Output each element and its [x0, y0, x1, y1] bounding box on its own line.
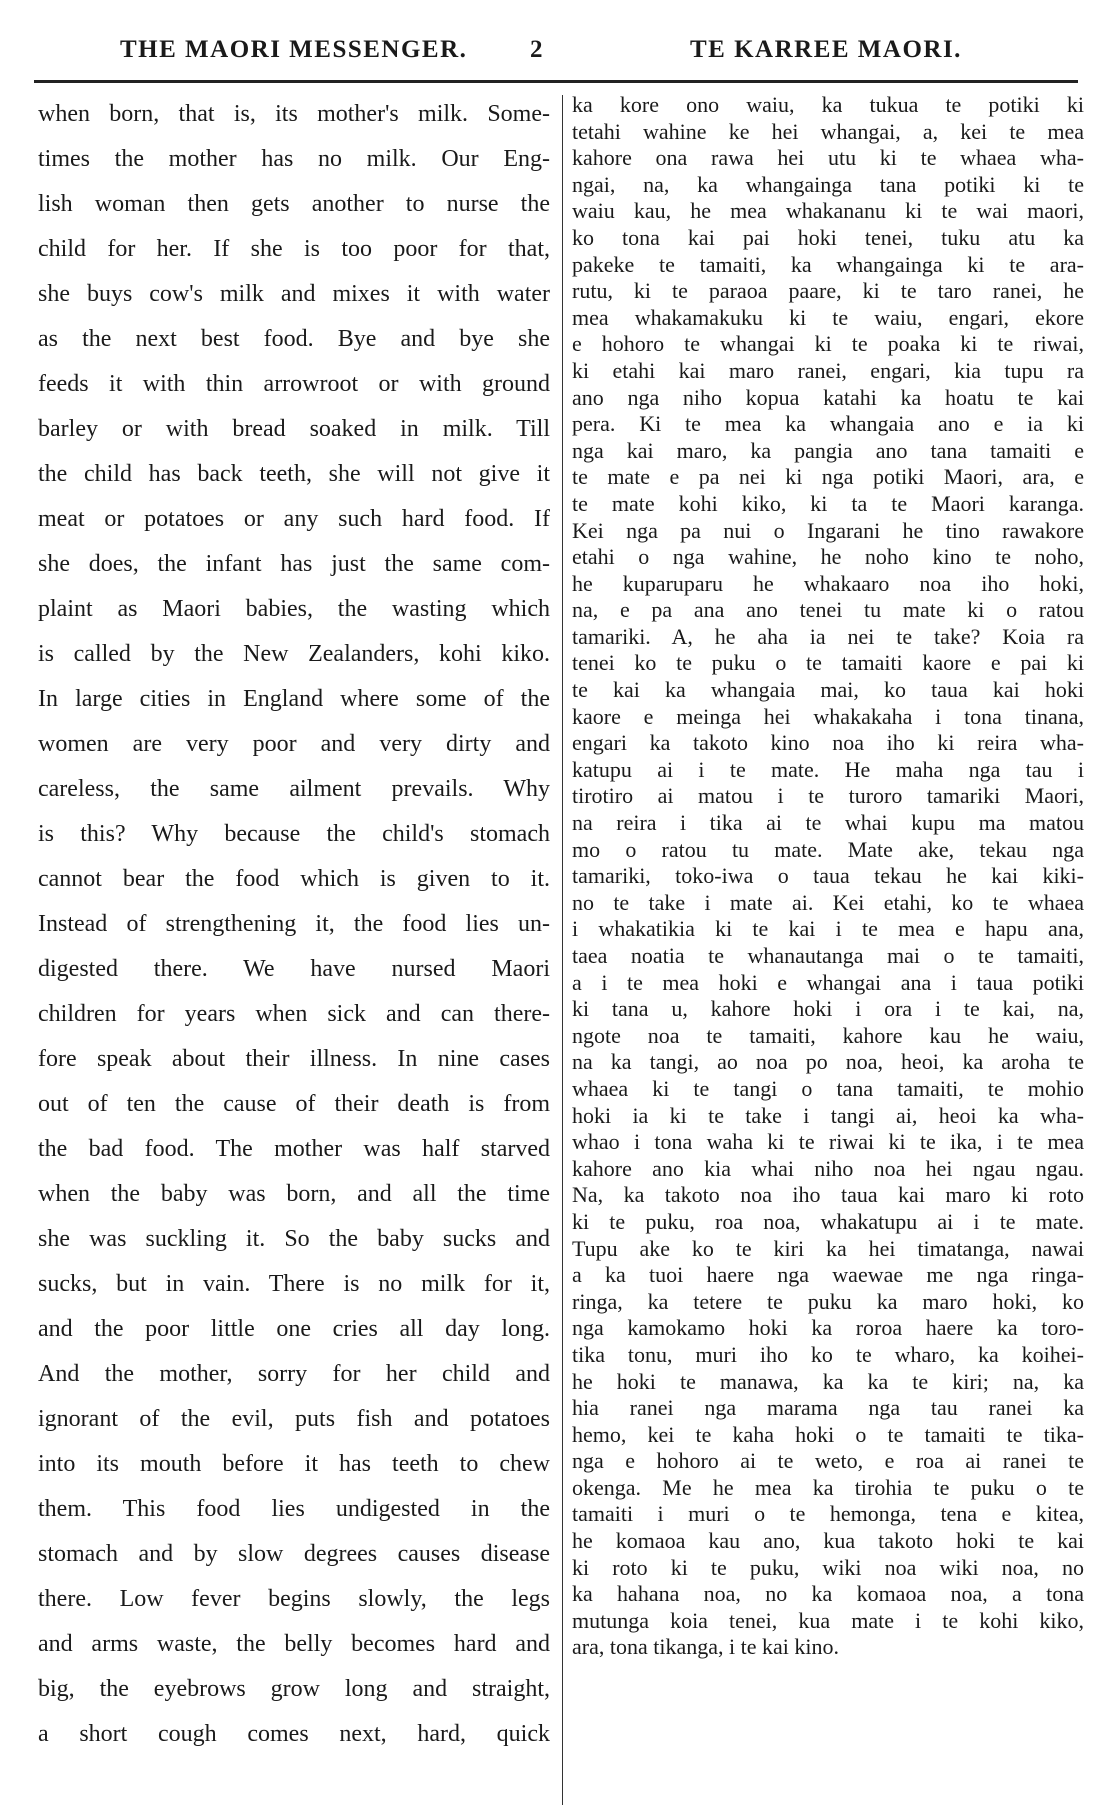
maori-column [572, 92, 1084, 1661]
maori-text-line: tika tonu, muri iho ko te wharo, ka koihei- [572, 1341, 1084, 1367]
english-text-line: out of ten the cause of their death is from [38, 1091, 550, 1117]
maori-text-line: hia ranei nga marama nga tau ranei ka [572, 1395, 1084, 1421]
maori-text-line: tamaiti i muri o te hemonga, tena e kitea, [572, 1501, 1084, 1527]
english-text-line: when born, that is, its mother's milk. Some- [38, 101, 550, 127]
maori-text-line: waiu kau, he mea whakananu ki te wai maori, [572, 198, 1084, 224]
page-number: 2 [530, 36, 544, 63]
english-text-line: she was suckling it. So the baby sucks and [38, 1226, 550, 1252]
maori-text-line: ka kore ono waiu, ka tukua te potiki ki [572, 92, 1084, 117]
english-text-line: times the mother has no milk. Our Eng- [38, 146, 550, 172]
english-text-line: big, the eyebrows grow long and straight, [38, 1676, 550, 1702]
maori-text-line: taea noatia te whanautanga mai o te tamaiti, [572, 943, 1084, 968]
maori-text-line: Na, ka takoto noa iho taua kai maro ki roto [572, 1182, 1084, 1208]
maori-text-line: tetahi wahine ke hei whangai, a, kei te mea [572, 118, 1084, 144]
maori-text-line: ki etahi kai maro ranei, engari, kia tupu ra [572, 357, 1084, 383]
english-text-line: barley or with bread soaked in milk. Till [38, 416, 550, 442]
english-text-line: child for her. If she is too poor for that, [38, 236, 550, 262]
column-divider [562, 95, 563, 1805]
maori-text-line: kaore e meinga hei whakakaha i tona tinana, [572, 703, 1084, 729]
maori-text-line: katupu ai i te mate. He maha nga tau i [572, 756, 1084, 782]
english-text-line: careless, the same ailment prevails. Why [38, 776, 550, 802]
english-text-line: she buys cow's milk and mixes it with water [38, 281, 550, 307]
english-text-line: digested there. We have nursed Maori [38, 956, 550, 982]
maori-text-line: ngote noa te tamaiti, kahore kau he waiu, [572, 1022, 1084, 1048]
english-text-line: children for years when sick and can there- [38, 1001, 550, 1027]
english-text-line: and arms waste, the belly becomes hard and [38, 1631, 550, 1657]
maori-text-line: e hohoro te whangai ki te poaka ki te riwai, [572, 331, 1084, 357]
english-text-line: a short cough comes next, hard, quick [38, 1721, 550, 1747]
english-text-line: meat or potatoes or any such hard food. If [38, 506, 550, 532]
maori-text-line: Tupu ake ko te kiri ka hei timatanga, nawai [572, 1235, 1084, 1261]
english-text-line: is this? Why because the child's stomach [38, 821, 550, 847]
english-text-line: and the poor little one cries all day long. [38, 1316, 550, 1342]
maori-text-line: mea whakamakuku ki te waiu, engari, ekore [572, 304, 1084, 330]
maori-text-line: no te take i mate ai. Kei etahi, ko te whaea [572, 889, 1084, 915]
english-text-line: sucks, but in vain. There is no milk for it, [38, 1271, 550, 1297]
maori-title: TE KARREE MAORI. [690, 36, 962, 63]
maori-text-line: ara, tona tikanga, i te kai kino. [572, 1634, 839, 1660]
english-text-line: the child has back teeth, she will not give it [38, 461, 550, 487]
english-text-line: lish woman then gets another to nurse the [38, 191, 550, 217]
maori-text-line: nga kamokamo hoki ka roroa haere ka toro- [572, 1315, 1084, 1341]
maori-text-line: etahi o nga wahine, he noho kino te noho, [572, 544, 1084, 570]
english-title: THE MAORI MESSENGER. [120, 36, 468, 63]
maori-text-line: hemo, kei te kaha hoki o te tamaiti te tika- [572, 1421, 1084, 1447]
maori-text-line: kahore ano kia whai niho noa hei ngau ngau. [572, 1155, 1084, 1181]
english-text-line: the bad food. The mother was half starved [38, 1136, 550, 1162]
english-text-line: cannot bear the food which is given to it. [38, 866, 550, 892]
maori-text-line: Kei nga pa nui o Ingarani he tino rawakore [572, 517, 1084, 543]
maori-text-line: okenga. Me he mea ka tirohia te puku o te [572, 1474, 1084, 1500]
english-column [38, 92, 550, 1757]
maori-text-line: ki roto ki te puku, wiki noa wiki noa, no [572, 1554, 1084, 1580]
maori-text-line: te kai ka whangaia mai, ko taua kai hoki [572, 677, 1084, 703]
english-text-line: into its mouth before it has teeth to chew [38, 1451, 550, 1477]
maori-text-line: a i te mea hoki e whangai ana i taua potiki [572, 969, 1084, 995]
page-header [0, 22, 1114, 62]
maori-text-line: mo o ratou tu mate. Mate ake, tekau nga [572, 836, 1084, 862]
maori-text-line: whaea ki te tangi o tana tamaiti, te mohio [572, 1075, 1084, 1101]
english-text-line: them. This food lies undigested in the [38, 1496, 550, 1522]
english-text-line: she does, the infant has just the same com- [38, 551, 550, 577]
english-text-line: when the baby was born, and all the time [38, 1181, 550, 1207]
maori-text-line: na ka tangi, ao noa po noa, heoi, ka aroha te [572, 1049, 1084, 1075]
maori-text-line: tirotiro ai matou i te turoro tamariki Maori, [572, 783, 1084, 809]
english-text-line: fore speak about their illness. In nine cases [38, 1046, 550, 1072]
maori-text-line: pera. Ki te mea ka whangaia ano e ia ki [572, 411, 1084, 437]
english-text-line: women are very poor and very dirty and [38, 731, 550, 757]
maori-text-line: tamariki, toko-iwa o taua tekau he kai kiki- [572, 863, 1084, 889]
maori-text-line: kahore ona rawa hei utu ki te whaea wha- [572, 145, 1084, 171]
maori-text-line: nga kai maro, ka pangia ano tana tamaiti e [572, 437, 1084, 463]
maori-text-line: tamariki. A, he aha ia nei te take? Koia ra [572, 623, 1084, 649]
maori-text-line: ki tana u, kahore hoki i ora i te kai, na, [572, 996, 1084, 1022]
english-text-line: feeds it with thin arrowroot or with ground [38, 371, 550, 397]
english-text-line: is called by the New Zealanders, kohi kiko. [38, 641, 550, 667]
maori-text-line: rutu, ki te paraoa paare, ki te taro ranei, he [572, 278, 1084, 304]
english-text-line: ignorant of the evil, puts fish and potatoes [38, 1406, 550, 1432]
maori-text-line: a ka tuoi haere nga waewae me nga ringa- [572, 1262, 1084, 1288]
maori-text-line: nga e hohoro ai te weto, e roa ai ranei te [572, 1448, 1084, 1474]
maori-text-line: na, e pa ana ano tenei tu mate ki o ratou [572, 597, 1084, 623]
maori-text-line: i whakatikia ki te kai i te mea e hapu ana, [572, 916, 1084, 942]
maori-text-line: ko tona kai pai hoki tenei, tuku atu ka [572, 224, 1084, 250]
english-text-line: Instead of strengthening it, the food lies un- [38, 911, 550, 937]
maori-text-line: ka hahana noa, no ka komaoa noa, a tona [572, 1581, 1084, 1607]
english-text-line: stomach and by slow degrees causes disease [38, 1541, 550, 1567]
maori-text-line: he kuparuparu he whakaaro noa iho hoki, [572, 570, 1084, 596]
maori-text-line: engari ka takoto kino noa iho ki reira wha- [572, 730, 1084, 756]
maori-text-line: he hoki te manawa, ka ka te kiri; na, ka [572, 1368, 1084, 1394]
maori-text-line: ano nga niho kopua katahi ka hoatu te kai [572, 384, 1084, 410]
maori-text-line: te mate kohi kiko, ki ta te Maori karanga. [572, 490, 1084, 516]
maori-text-line: na reira i tika ai te whai kupu ma matou [572, 810, 1084, 836]
maori-text-line: ringa, ka tetere te puku ka maro hoki, ko [572, 1288, 1084, 1314]
english-text-line: And the mother, sorry for her child and [38, 1361, 550, 1387]
maori-text-line: ngai, na, ka whangainga tana potiki ki te [572, 171, 1084, 197]
english-text-line: there. Low fever begins slowly, the legs [38, 1586, 550, 1612]
maori-text-line: mutunga koia tenei, kua mate i te kohi kiko, [572, 1607, 1084, 1633]
maori-text-line: whao i tona waha ki te riwai ki te ika, i te mea [572, 1129, 1084, 1155]
english-text-line: plaint as Maori babies, the wasting which [38, 596, 550, 622]
maori-text-line: pakeke te tamaiti, ka whangainga ki te ara- [572, 251, 1084, 277]
maori-text-line: tenei ko te puku o te tamaiti kaore e pai ki [572, 650, 1084, 676]
english-text-line: In large cities in England where some of the [38, 686, 550, 712]
maori-text-line: te mate e pa nei ki nga potiki Maori, ara, e [572, 464, 1084, 490]
english-text-line: as the next best food. Bye and bye she [38, 326, 550, 352]
maori-text-line: he komaoa kau ano, kua takoto hoki te kai [572, 1528, 1084, 1554]
maori-text-line: hoki ia ki te take i tangi ai, heoi ka wha- [572, 1102, 1084, 1128]
maori-text-line: ki te puku, roa noa, whakatupu ai i te mate. [572, 1208, 1084, 1234]
header-rule [34, 80, 1078, 83]
